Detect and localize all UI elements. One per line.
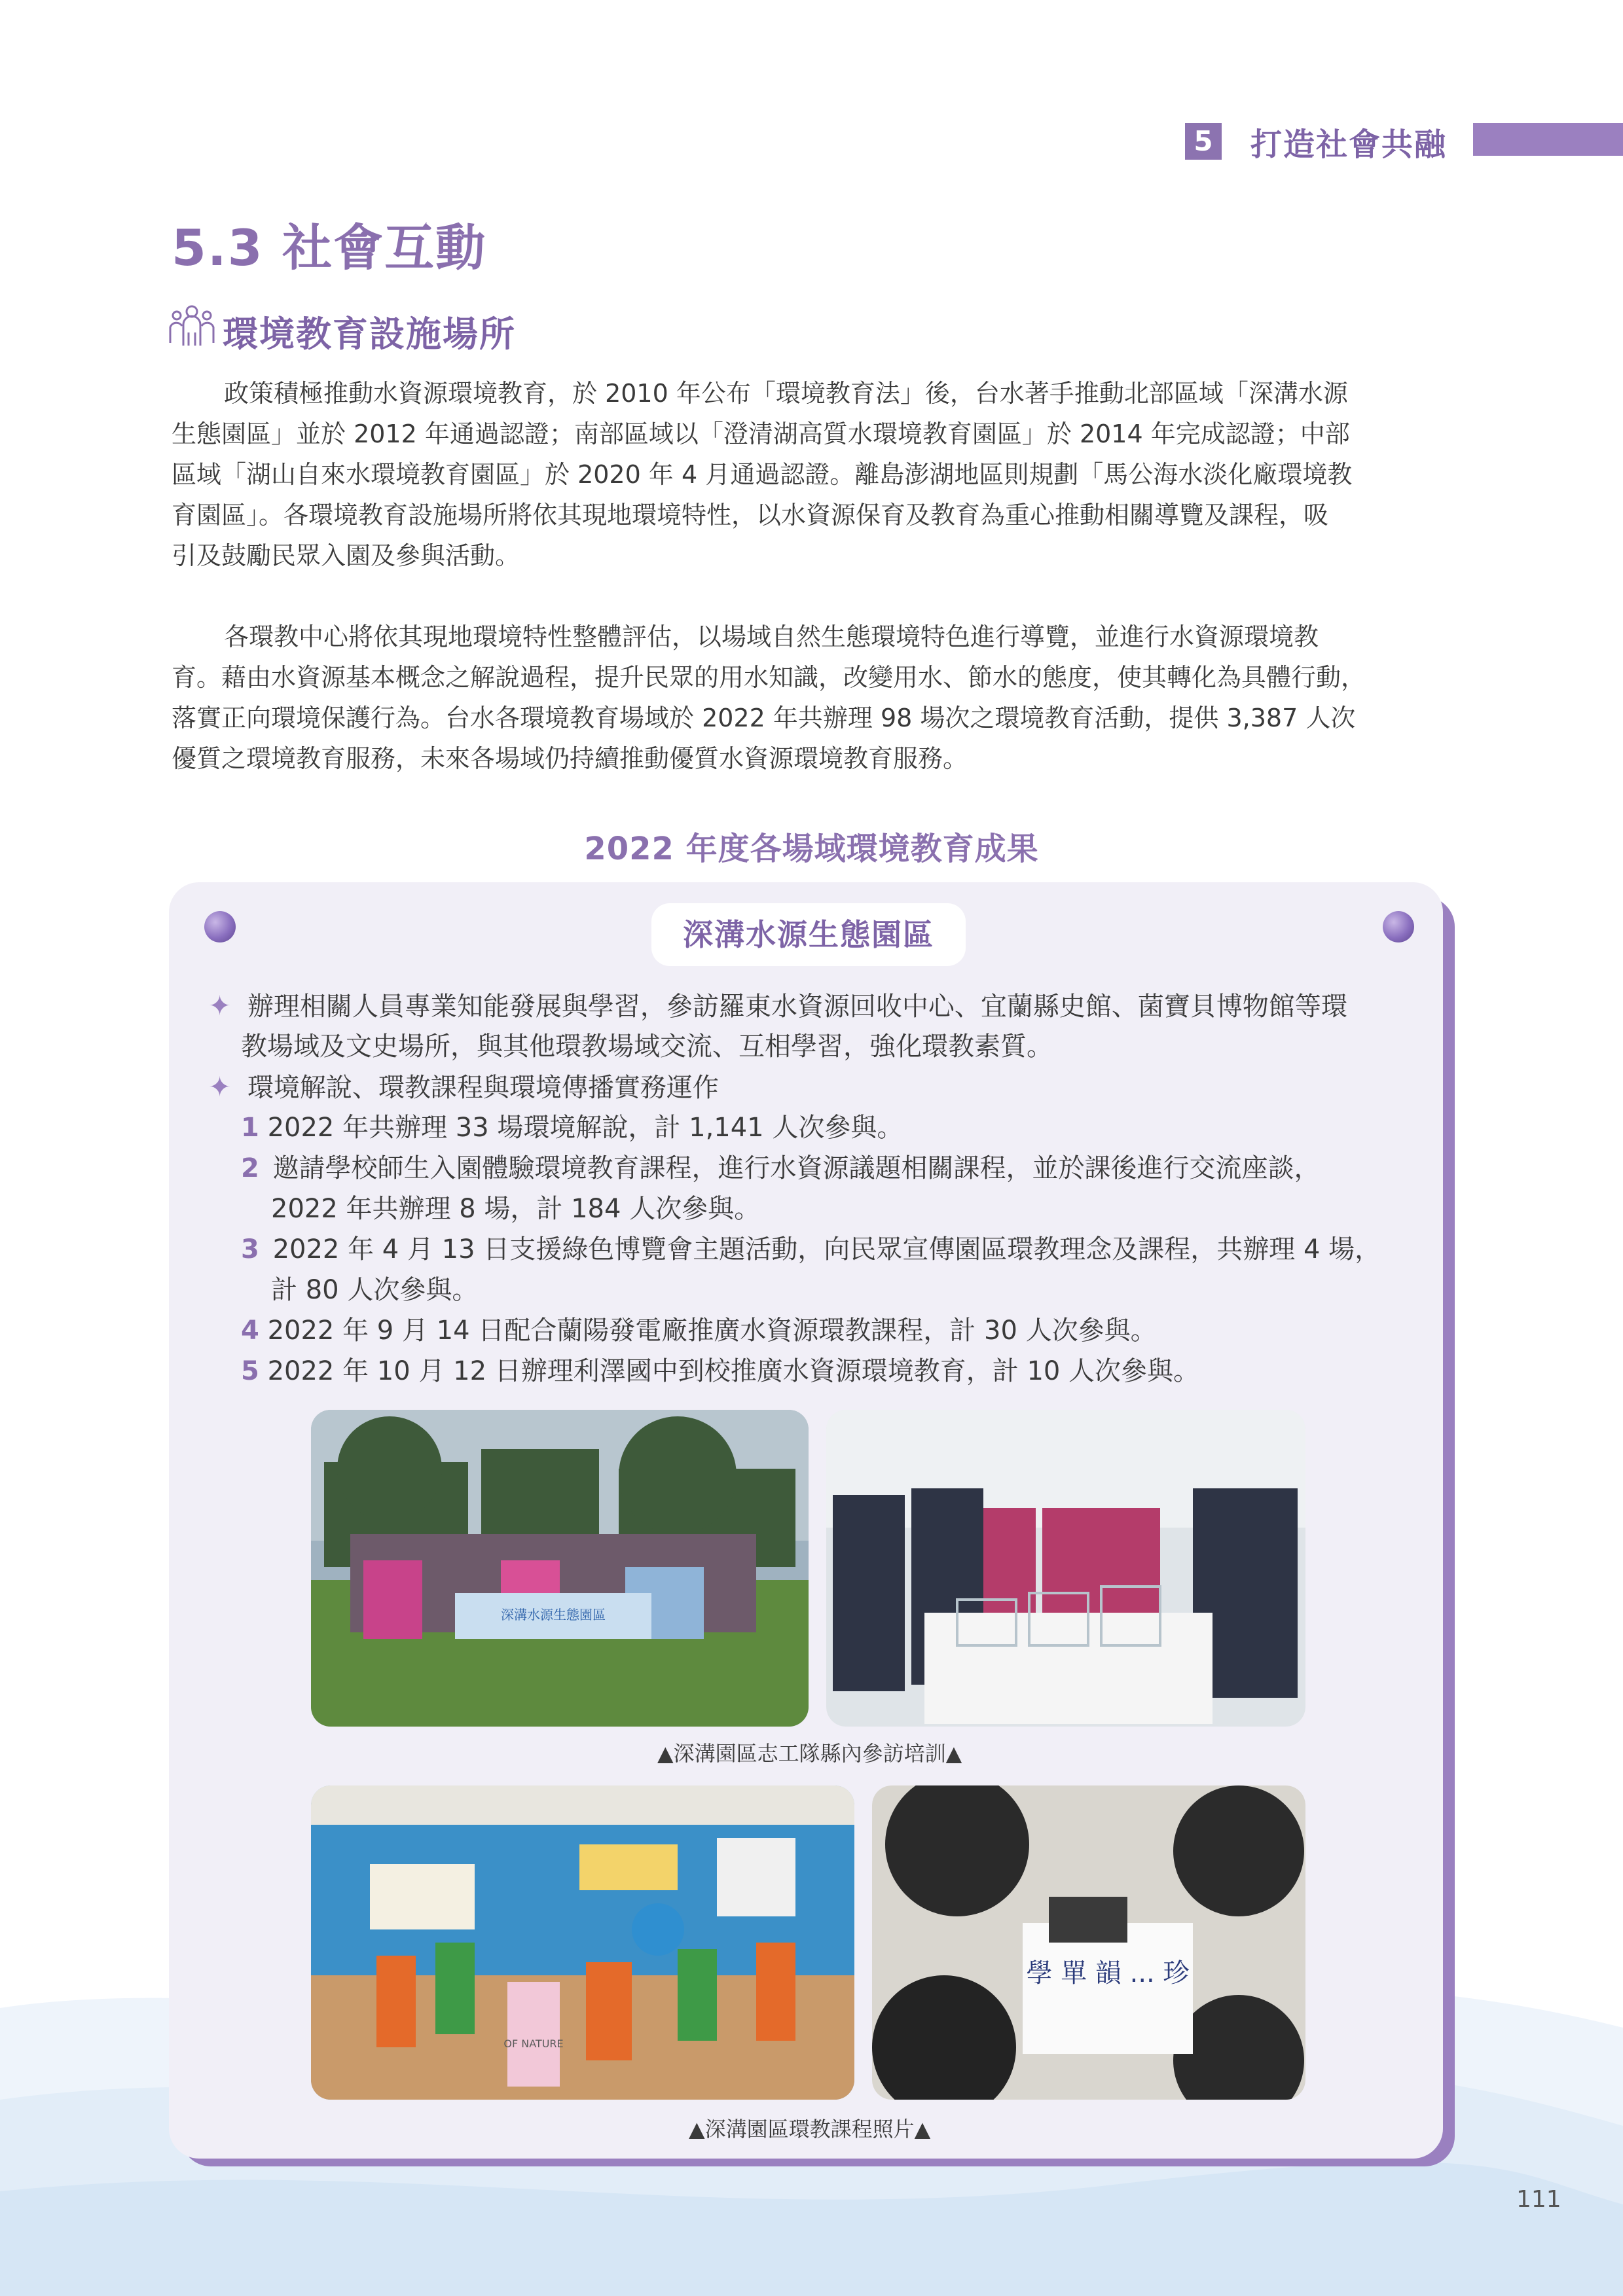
results-title: 2022 年度各場域環境教育成果 bbox=[584, 831, 1039, 867]
paragraph-line: 生態園區」並於 2012 年通過認證；南部區域以「澄清湖高質水環境教育園區」於 2014 年完成認證；中部 bbox=[172, 420, 1350, 448]
item-number: 5 bbox=[241, 1356, 259, 1386]
bullet-line: 辦理相關人員專業知能發展與學習，參訪羅東水資源回收中心、宜蘭縣史館、菌寶貝博物館等環 bbox=[247, 992, 1347, 1022]
classroom-activity-photo bbox=[311, 1785, 854, 2100]
bullet-item bbox=[208, 1067, 719, 1108]
page-number: 111 bbox=[1516, 2186, 1561, 2213]
item-text: 2022 年共辦理 33 場環境解說，計 1,141 人次參與。 bbox=[267, 1113, 903, 1143]
card-title: 深溝水源生態園區 bbox=[651, 903, 966, 966]
item-text: 2022 年 9 月 14 日配合蘭陽發電廠推廣水資源環教課程，計 30 人次參與。 bbox=[267, 1316, 1157, 1346]
paragraph-line: 引及鼓勵民眾入園及參與活動。 bbox=[172, 541, 520, 570]
volunteer-group-photo bbox=[311, 1410, 809, 1727]
item-text: 計 80 人次參與。 bbox=[271, 1275, 479, 1305]
shirt-text: OF NATURE bbox=[503, 2037, 564, 2050]
people-group-icon bbox=[169, 302, 215, 348]
numbered-item bbox=[241, 1107, 903, 1148]
bullet-line: 環境解說、環教課程與環境傳播實務運作 bbox=[247, 1073, 719, 1103]
photo-caption: ▲深溝園區環教課程照片▲ bbox=[689, 2117, 931, 2142]
paragraph-line: 育。藉由水資源基本概念之解說過程，提升民眾的用水知識，改變用水、節水的態度，使其轉化為具體行動， bbox=[172, 663, 1366, 692]
numbered-item bbox=[241, 1351, 1199, 1391]
star-icon: ✦ bbox=[208, 990, 232, 1022]
numbered-item bbox=[241, 1229, 1381, 1270]
item-number: 4 bbox=[241, 1316, 259, 1346]
chapter-number: 5 bbox=[1185, 123, 1222, 160]
paragraph-line: 各環教中心將依其現地環境特性整體評估，以場域自然生態環境特色進行導覽，並進行水資源環境教 bbox=[224, 622, 1319, 651]
item-text: 2022 年 10 月 12 日辦理利澤國中到校推廣水資源環境教育，計 10 人次參與。 bbox=[267, 1356, 1200, 1386]
paragraph-line: 落實正向環境保護行為。台水各環境教育場域於 2022 年共辦理 98 場次之環境教育活動，提供 3,387 人次 bbox=[172, 704, 1356, 732]
subsection-title: 環境教育設施場所 bbox=[223, 314, 516, 355]
indoor-visit-photo bbox=[826, 1410, 1305, 1727]
item-text: 2022 年共辦理 8 場，計 184 人次參與。 bbox=[271, 1194, 761, 1224]
paragraph-line: 政策積極推動水資源環境教育，於 2010 年公布「環境教育法」後，台水著手推動北部區域「深溝水源 bbox=[224, 379, 1348, 408]
board-text: 學 單 韻 ... 珍 bbox=[1026, 1958, 1190, 1988]
decor-dot bbox=[1383, 911, 1414, 942]
item-text: 邀請學校師生入園體驗環境教育課程，進行水資源議題相關課程，並於課後進行交流座談， bbox=[272, 1153, 1321, 1183]
numbered-item bbox=[241, 1310, 1157, 1351]
chapter-bar bbox=[1473, 123, 1623, 156]
paragraph-line: 優質之環境教育服務，未來各場域仍持續推動優質水資源環境教育服務。 bbox=[172, 744, 968, 773]
detail-paragraph bbox=[172, 617, 1455, 779]
item-number: 3 bbox=[241, 1234, 259, 1265]
item-number: 2 bbox=[241, 1153, 259, 1183]
star-icon: ✦ bbox=[208, 1071, 232, 1103]
intro-paragraph bbox=[172, 373, 1455, 576]
numbered-item bbox=[241, 1148, 1321, 1189]
decor-dot bbox=[204, 911, 236, 942]
section-title: 5.3 社會互動 bbox=[172, 219, 487, 277]
students-worksheet-photo bbox=[872, 1785, 1305, 2100]
paragraph-line: 區域「湖山自來水環境教育園區」於 2020 年 4 月通過認證。離島澎湖地區則規劃「馬公海水淡化廠環境教 bbox=[172, 460, 1353, 489]
bullet-item bbox=[208, 986, 1347, 1027]
banner-text: 深溝水源生態園區 bbox=[501, 1607, 606, 1623]
bullet-line: 教場域及文史場所，與其他環教場域交流、互相學習，強化環教素質。 bbox=[241, 1031, 1053, 1062]
item-number: 1 bbox=[241, 1113, 259, 1143]
photo-caption: ▲深溝園區志工隊縣內參訪培訓▲ bbox=[657, 1741, 962, 1766]
item-text: 2022 年 4 月 13 日支援綠色博覽會主題活動，向民眾宣傳園區環教理念及課程，共辦理 4 場， bbox=[272, 1234, 1381, 1265]
chapter-title: 打造社會共融 bbox=[1250, 126, 1448, 163]
paragraph-line: 育園區」。各環境教育設施場所將依其現地環境特性，以水資源保育及教育為重心推動相關導覽及課程，吸 bbox=[172, 501, 1329, 529]
